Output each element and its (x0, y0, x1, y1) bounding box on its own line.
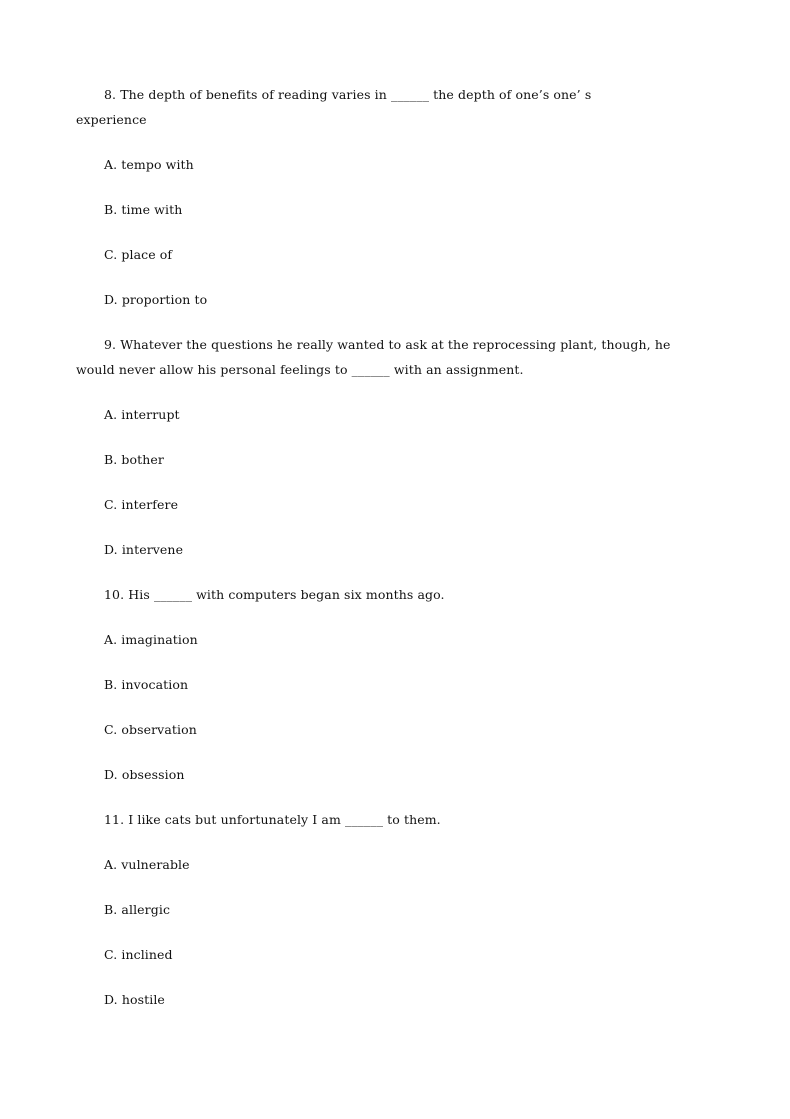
question-10-option-c: C. observation (104, 722, 197, 737)
question-11-option-c: C. inclined (104, 947, 173, 962)
question-9-text-line-1: 9. Whatever the questions he really wanted to ask at the reprocessing plant, though, he (104, 337, 671, 352)
question-9-option-c: C. interfere (104, 497, 179, 512)
question-9-option-b: B. bother (104, 452, 165, 467)
question-9-option-a: A. interrupt (104, 407, 180, 422)
question-10-option-a: A. imagination (104, 632, 198, 647)
question-8-option-a: A. tempo with (104, 157, 194, 172)
question-10-option-d: D. obsession (104, 767, 185, 782)
question-9-text-line-2: would never allow his personal feelings to ______ with an assignment. (76, 362, 524, 377)
question-10-text: 10. His ______ with computers began six months ago. (104, 587, 445, 602)
question-8-option-d: D. proportion to (104, 292, 208, 307)
question-11-text: 11. I like cats but unfortunately I am ______ to them. (104, 812, 441, 827)
question-9-option-d: D. intervene (104, 542, 184, 557)
question-11-option-a: A. vulnerable (104, 857, 190, 872)
question-10-option-b: B. invocation (104, 677, 189, 692)
question-8-text-line-2: experience (76, 112, 147, 127)
question-8-option-c: C. place of (104, 247, 173, 262)
question-11-option-b: B. allergic (104, 902, 171, 917)
question-11-option-d: D. hostile (104, 992, 165, 1007)
question-8-option-b: B. time with (104, 202, 183, 217)
question-8-text-line-1: 8. The depth of benefits of reading varies in ______ the depth of one’s one’ s (104, 87, 592, 102)
